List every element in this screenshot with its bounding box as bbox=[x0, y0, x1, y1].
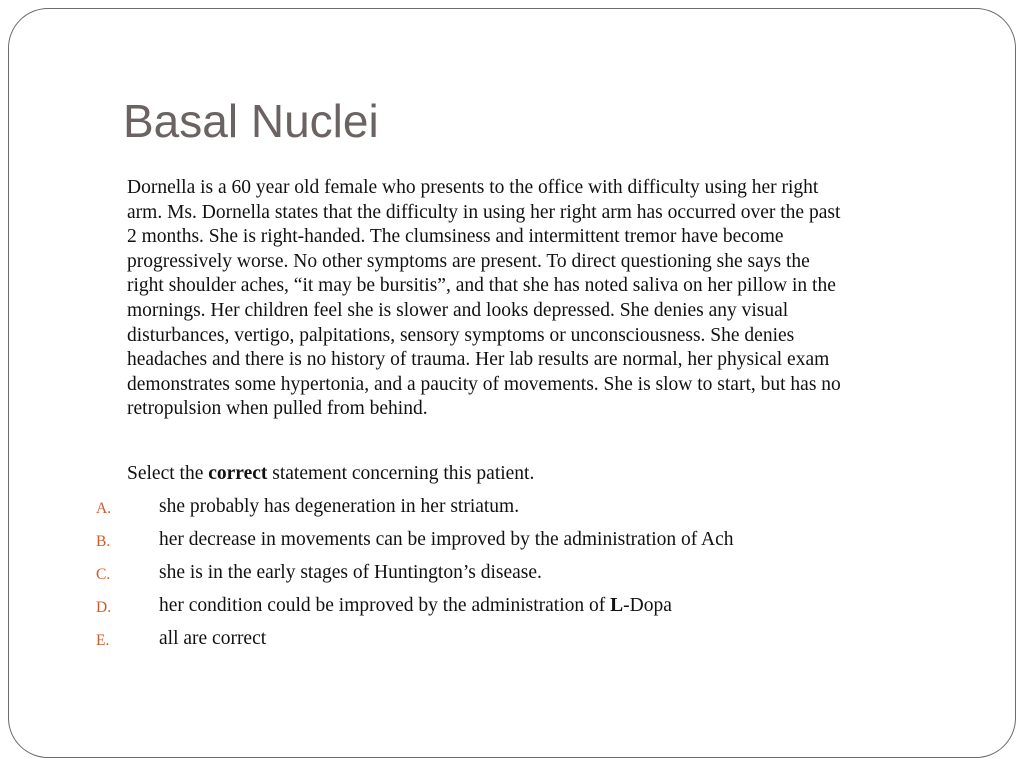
option-text-after: -Dopa bbox=[623, 595, 672, 616]
option-text-before: her condition could be improved by the administration of bbox=[159, 595, 611, 616]
case-line: 2 months. She is right-handed. The clumsiness and intermittent tremor have become bbox=[127, 226, 784, 248]
slide-title: Basal Nuclei bbox=[123, 95, 379, 147]
option-text-bold: L bbox=[610, 595, 624, 616]
option-text: she is in the early stages of Huntington’s disease. bbox=[159, 562, 542, 583]
answer-options bbox=[9, 495, 1017, 660]
answer-option-b bbox=[9, 528, 1017, 561]
answer-option-a bbox=[9, 495, 1017, 528]
case-line: progressively worse. No other symptoms are present. To direct questioning she says the bbox=[127, 250, 810, 272]
answer-option-d bbox=[9, 594, 1017, 627]
option-letter: A. bbox=[96, 500, 112, 517]
case-line: right shoulder aches, “it may be bursitis”, and that she has noted saliva on her pillow in the bbox=[127, 275, 836, 297]
answer-option-c bbox=[9, 561, 1017, 594]
question-prefix: Select the bbox=[127, 463, 209, 484]
case-line: Dornella is a 60 year old female who presents to the office with difficulty using her right bbox=[127, 177, 819, 198]
question-prompt bbox=[127, 462, 534, 486]
option-letter: C. bbox=[96, 566, 111, 583]
question-emphasis: correct bbox=[208, 463, 268, 484]
case-line: mornings. Her children feel she is slower and looks depressed. She denies any visual bbox=[127, 299, 789, 321]
slide-frame bbox=[8, 8, 1016, 758]
case-description bbox=[127, 176, 975, 422]
option-text: all are correct bbox=[159, 628, 267, 649]
answer-option-e bbox=[9, 627, 1017, 660]
question-suffix: statement concerning this patient. bbox=[267, 463, 535, 484]
case-line: arm. Ms. Dornella states that the difficulty in using her right arm has occurred over the past bbox=[127, 201, 841, 223]
option-letter: E. bbox=[96, 632, 110, 649]
option-text: she probably has degeneration in her striatum. bbox=[159, 496, 520, 517]
option-letter: B. bbox=[96, 533, 111, 550]
option-text: her decrease in movements can be improved by the administration of Ach bbox=[159, 529, 734, 550]
case-line: retropulsion when pulled from behind. bbox=[127, 398, 428, 420]
option-letter: D. bbox=[96, 599, 112, 616]
option-text bbox=[159, 594, 672, 618]
case-line: demonstrates some hypertonia, and a paucity of movements. She is slow to start, but has no bbox=[127, 373, 841, 395]
case-line: headaches and there is no history of trauma. Her lab results are normal, her physical exam bbox=[127, 349, 830, 371]
case-line: disturbances, vertigo, palpitations, sensory symptoms or unconsciousness. She denies bbox=[127, 324, 795, 346]
